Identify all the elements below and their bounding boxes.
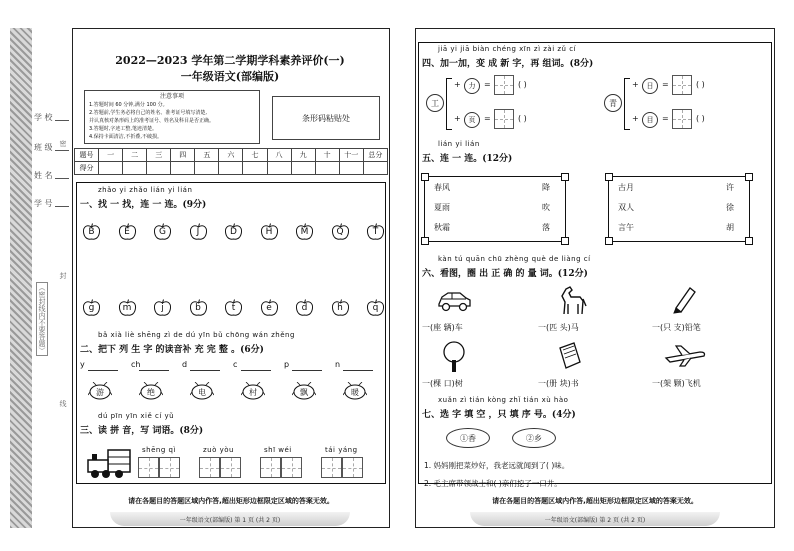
box-corner (605, 173, 613, 181)
q4-title: 四、加一加，变 成 新 字，再 组词。(8分) (422, 59, 594, 69)
q5-title: 五、连 一 连。(12分) (422, 154, 513, 164)
right-footer-note: 请在各题目的答题区域内作答,超出矩形边框限定区域的答案无效。 (492, 497, 698, 505)
q6-item-car: 一(座 辆)车 (422, 323, 463, 332)
school-label: 学 校 (34, 113, 53, 122)
lowercase-letter: d (301, 303, 308, 313)
notice-line: 4.保持卡面清洁,不折叠,不破损。 (89, 134, 162, 140)
lowercase-letter: j (161, 303, 164, 313)
class-label: 班 级 (34, 143, 53, 152)
q7-option-2: ②乡 (512, 428, 556, 448)
writing-grid[interactable] (321, 457, 342, 478)
score-table (74, 148, 388, 175)
writing-grid[interactable] (199, 457, 220, 478)
score-cell: 四 (171, 149, 195, 162)
bug-character: 村 (249, 388, 257, 397)
match-right-word[interactable]: 落 (542, 223, 550, 232)
writing-grid[interactable] (220, 457, 241, 478)
final-blank[interactable] (241, 370, 271, 371)
writing-grid[interactable] (260, 457, 281, 478)
q6-title: 六、看图，圈 出 正 确 的 量 词。(12分) (422, 269, 588, 279)
score-input[interactable] (339, 162, 363, 175)
q6-item-pencil: 一(只 支)铅笔 (652, 323, 701, 332)
exam-title: 2022—2023 学年第二学期学科素养评价(一) (115, 54, 345, 67)
bug-character: 暖 (351, 388, 359, 397)
lowercase-letter: g (88, 303, 95, 313)
q7-sentence-2: 2. 毛主席带领战士和( )亲们挖了一口井。 (424, 479, 562, 488)
match-right-word[interactable]: 许 (726, 183, 734, 192)
match-right-word[interactable]: 吹 (542, 203, 550, 212)
seal-xian: 线 (59, 400, 67, 407)
plus-sign: + (632, 114, 639, 123)
box-corner (561, 173, 569, 181)
match-left-word[interactable]: 春风 (434, 183, 450, 192)
bug-character: 游 (96, 388, 104, 397)
score-cell: 十 (315, 149, 339, 162)
apple-icon[interactable] (260, 222, 279, 241)
q3-pinyin: dú pīn yīn xiě cí yǔ (98, 412, 175, 420)
score-cell: 七 (243, 149, 267, 162)
bug-icon (343, 382, 367, 400)
score-input[interactable] (315, 162, 339, 175)
score-input[interactable] (123, 162, 147, 175)
q4-brace (624, 78, 630, 130)
uppercase-letter: T (372, 227, 379, 237)
initial-letter: n (335, 360, 341, 369)
q7-option-1: ①香 (446, 428, 490, 448)
equals-sign: = (662, 114, 669, 123)
word-blank[interactable]: ( ) (696, 114, 705, 123)
apple-icon[interactable] (295, 222, 314, 241)
apple-icon[interactable] (82, 222, 101, 241)
uppercase-letter: E (124, 227, 130, 237)
box-corner (745, 173, 753, 181)
score-cell: 五 (195, 149, 219, 162)
q7-title: 七、选 字 填 空 ，只 填 序 号。(4分) (422, 410, 576, 420)
score-cell: 九 (291, 149, 315, 162)
q7-pinyin: xuǎn zì tián kòng zhǐ tián xù hào (438, 396, 569, 404)
match-right-word[interactable]: 徐 (726, 203, 734, 212)
initial-letter: d (182, 360, 188, 369)
seal-note: （密封线内不要答题） (38, 284, 46, 354)
final-blank[interactable] (292, 370, 322, 371)
q4-pinyin: jiā yi jiā biàn chéng xīn zì zài zǔ cí (438, 45, 577, 53)
score-cell: 六 (219, 149, 243, 162)
seal-feng: 封 (59, 272, 67, 279)
q6-item-book: 一(册 块)书 (538, 379, 579, 388)
apple-icon[interactable] (331, 298, 350, 317)
equals-sign: = (484, 80, 491, 89)
uppercase-letter: B (88, 227, 95, 237)
left-page-number: 一年级语文(部编版) 第 1 页 (共 2 页) (179, 517, 281, 524)
box-corner (421, 237, 429, 245)
q4-add-character: 目 (642, 112, 658, 128)
score-input[interactable] (243, 162, 267, 175)
q1-pinyin: zhǎo yi zhǎo lián yi lián (98, 186, 193, 194)
binding-strip (10, 28, 32, 528)
apple-icon[interactable] (118, 222, 137, 241)
score-cell: 一 (99, 149, 123, 162)
q3-word-pinyin: tái yáng (325, 446, 358, 454)
lowercase-letter: h (337, 303, 343, 313)
bug-character: 电 (198, 388, 206, 397)
q4-brace (446, 78, 452, 130)
q4-add-character: 力 (464, 78, 480, 94)
writing-grid[interactable] (342, 457, 363, 478)
apple-icon[interactable] (153, 222, 172, 241)
q5-pinyin: lián yi lián (438, 140, 480, 148)
q6-item-tree: 一(棵 口)树 (422, 379, 463, 388)
apple-icon[interactable] (366, 298, 385, 317)
bug-character: 绝 (147, 388, 155, 397)
apple-icon[interactable] (224, 222, 243, 241)
apple-icon[interactable] (82, 298, 101, 317)
uppercase-letter: H (265, 227, 273, 237)
word-blank[interactable]: ( ) (518, 114, 527, 123)
name-line (55, 178, 69, 179)
score-input[interactable] (219, 162, 243, 175)
final-blank[interactable] (88, 370, 118, 371)
q4-add-character: 页 (464, 112, 480, 128)
score-cell: 八 (267, 149, 291, 162)
uppercase-letter: M (300, 227, 309, 237)
initial-letter: ch (131, 360, 141, 369)
notice-line: 1.答题时间 60 分钟,满分 100 分。 (89, 102, 168, 108)
uppercase-letter: Q (336, 227, 344, 237)
apple-icon[interactable] (153, 298, 172, 317)
apple-icon[interactable] (224, 298, 243, 317)
apple-icon[interactable] (189, 222, 208, 241)
name-label: 姓 名 (34, 171, 53, 180)
score-cell: 二 (123, 149, 147, 162)
apple-icon[interactable] (295, 298, 314, 317)
match-right-word[interactable]: 胡 (726, 223, 734, 232)
score-cell: 三 (147, 149, 171, 162)
lowercase-letter: b (195, 303, 201, 313)
score-input[interactable] (99, 162, 123, 175)
lowercase-letter: m (122, 303, 132, 313)
pencil-icon (670, 284, 700, 314)
tree-icon (440, 340, 468, 374)
q6-item-horse: 一(匹 头)马 (538, 323, 579, 332)
final-blank[interactable] (190, 370, 220, 371)
uppercase-letter: D (230, 227, 237, 237)
match-left-word[interactable]: 言午 (618, 223, 634, 232)
q1-title: 一、找 一 找，连 一 连。(9分) (80, 200, 207, 210)
box-corner (605, 237, 613, 245)
score-table-header-row (75, 149, 388, 162)
word-blank[interactable]: ( ) (518, 80, 527, 89)
notice-box (84, 90, 260, 144)
box-corner (745, 237, 753, 245)
match-left-word[interactable]: 秋霜 (434, 223, 450, 232)
horse-icon (556, 284, 588, 316)
score-input[interactable] (147, 162, 171, 175)
score-input[interactable] (267, 162, 291, 175)
apple-icon[interactable] (189, 298, 208, 317)
q6-item-airplane: 一(架 颗)飞机 (652, 379, 701, 388)
notice-line: 并认真核对条形码上的准考证号、姓名及科目是否正确。 (89, 118, 215, 124)
lowercase-letter: e (266, 303, 272, 313)
box-corner (561, 237, 569, 245)
box-corner (421, 173, 429, 181)
score-input[interactable] (363, 162, 387, 175)
writing-grid[interactable] (138, 457, 159, 478)
match-right-word[interactable]: 降 (542, 183, 550, 192)
class-line (55, 150, 69, 151)
q3-word-pinyin: zuò yòu (203, 446, 234, 454)
new-character-grid[interactable] (494, 75, 514, 95)
match-left-word[interactable]: 夏雨 (434, 203, 450, 212)
q3-word-pinyin: shī wéi (264, 446, 292, 454)
score-input[interactable] (195, 162, 219, 175)
new-character-grid[interactable] (672, 75, 692, 95)
initial-letter: c (233, 360, 238, 369)
q4-base-character: 青 (604, 94, 622, 112)
score-row-label: 得分 (75, 162, 99, 175)
notice-line: 3.答题时,字迹工整,笔迹清楚。 (89, 126, 157, 132)
q7-sentence-1: 1. 妈妈刚把菜炒好，我老远就闻到了( )味。 (424, 461, 570, 470)
student-number-label: 学 号 (34, 199, 53, 208)
q4-base-character: 工 (426, 94, 444, 112)
q4-add-character: 日 (642, 78, 658, 94)
initial-letter: y (80, 360, 85, 369)
score-input[interactable] (291, 162, 315, 175)
match-left-word[interactable]: 古月 (618, 183, 634, 192)
plus-sign: + (454, 80, 461, 89)
right-page-number: 一年级语文(部编版) 第 2 页 (共 2 页) (544, 517, 646, 524)
seal-mi: 密 (59, 140, 67, 147)
airplane-icon (664, 344, 708, 368)
writing-grid[interactable] (281, 457, 302, 478)
equals-sign: = (662, 80, 669, 89)
q3-title: 三、读 拼 音，写 词语。(8分) (80, 426, 204, 436)
apple-icon[interactable] (366, 222, 385, 241)
school-line (55, 120, 69, 121)
word-blank[interactable]: ( ) (696, 80, 705, 89)
apple-icon[interactable] (118, 298, 137, 317)
bug-icon (241, 382, 265, 400)
lowercase-letter: q (372, 303, 379, 313)
q6-pinyin: kàn tú quān chū zhèng què de liàng cí (438, 255, 591, 263)
apple-icon[interactable] (331, 222, 350, 241)
q2-pinyin: bǎ xià liè shēng zì de dú yīn bǔ chōng wán zhěng (98, 331, 295, 339)
bug-icon (88, 382, 112, 400)
final-blank[interactable] (343, 370, 373, 371)
new-character-grid[interactable] (672, 109, 692, 129)
score-cell: 总分 (363, 149, 387, 162)
final-blank[interactable] (139, 370, 169, 371)
new-character-grid[interactable] (494, 109, 514, 129)
bug-icon (190, 382, 214, 400)
score-cell: 十一 (339, 149, 363, 162)
bug-icon (139, 382, 163, 400)
bug-character: 飘 (300, 388, 308, 397)
barcode-area: 条形码粘贴处 (272, 96, 380, 140)
uppercase-letter: J (196, 227, 200, 237)
plus-sign: + (454, 114, 461, 123)
score-input[interactable] (171, 162, 195, 175)
left-footer-note: 请在各题目的答题区域内作答,超出矩形边框限定区域的答案无效。 (128, 497, 334, 505)
writing-grid[interactable] (159, 457, 180, 478)
score-table-score-row (75, 162, 388, 175)
lowercase-letter: t (231, 303, 236, 313)
score-cell: 题号 (75, 149, 99, 162)
car-icon (436, 288, 472, 312)
book-icon (554, 340, 584, 372)
plus-sign: + (632, 80, 639, 89)
train-icon (86, 446, 132, 480)
notice-line: 2.答题前,学生务必将自己的姓名、准考证号填写清楚, (89, 110, 207, 116)
equals-sign: = (484, 114, 491, 123)
uppercase-letter: G (159, 227, 166, 237)
match-left-word[interactable]: 双人 (618, 203, 634, 212)
q2-title: 二、把下 列 生 字 的读音补 充 完 整 。(6分) (80, 345, 264, 355)
notice-heading: 注意事项 (159, 93, 184, 100)
apple-icon[interactable] (260, 298, 279, 317)
bug-icon (292, 382, 316, 400)
q3-word-pinyin: shēng qì (142, 446, 176, 454)
student-number-line (55, 206, 69, 207)
initial-letter: p (284, 360, 290, 369)
exam-subtitle: 一年级语文(部编版) (180, 70, 280, 83)
